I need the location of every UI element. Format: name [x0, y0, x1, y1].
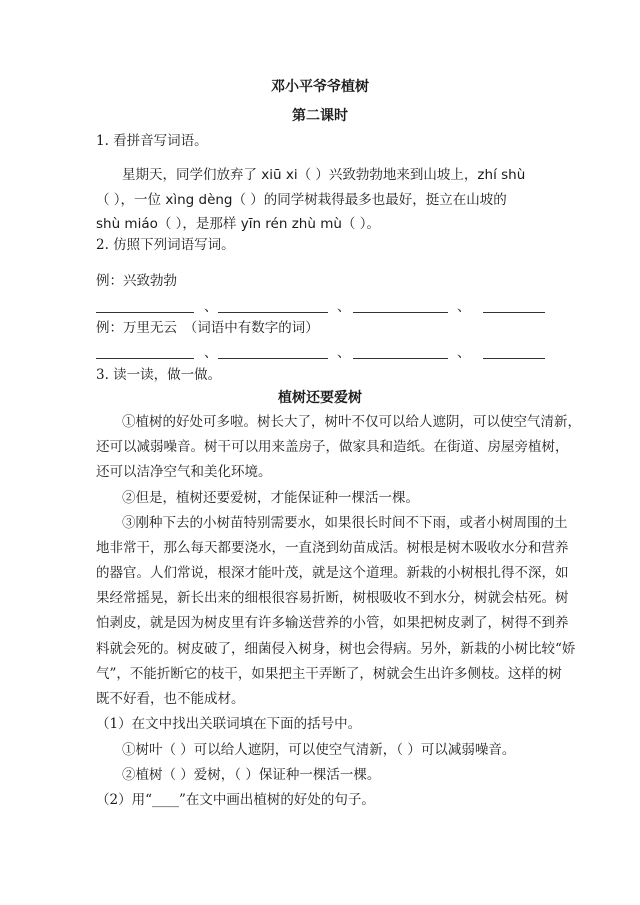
q1-line2-text-a: （ ），一位	[96, 192, 166, 208]
q2-answer-blank-3[interactable]	[353, 312, 448, 313]
q2-example-2: 例：万里无云 （词语中有数字的词）	[96, 320, 319, 336]
q3-sub1-item-a: ①树叶（ ）可以给人遮阴，可以使空气清新，（ ）可以减弱噪音。	[122, 742, 516, 758]
q1-line1-text-b: （ ）兴致勃勃地来到山坡上，	[297, 167, 478, 183]
passage-p3-line-7: 气”，不能折断它的枝干，如果把主干弄断了，树就会生出许多侧枝。这样的树	[96, 666, 562, 682]
passage-p3-line-6: 料就会死的。树皮破了，细菌侵入树身，树也会得病。另外，新栽的小树比较“娇	[96, 641, 576, 657]
q1-pinyin-shumiao: shù miáo	[96, 216, 158, 232]
q1-line2-text-b: （ ）的同学树栽得最多也最好，挺立在山坡的	[232, 192, 507, 208]
q2-separator: 、	[457, 299, 471, 315]
passage-p3-line-5: 怕剥皮，就是因为树皮里有许多输送营养的小管，如果把树皮剥了，树得不到养	[96, 615, 569, 631]
passage-title: 植树还要爱树	[278, 390, 362, 406]
q2-separator: 、	[337, 299, 351, 315]
q1-line-2	[96, 191, 507, 209]
q2-separator: 、	[457, 345, 471, 361]
q3-sub2-heading: （2）用“____”在文中画出植树的好处的句子。	[96, 792, 375, 808]
q1-line1-text-a: 星期天，同学们放弃了	[122, 167, 262, 183]
passage-p3-line-4: 果经常摇晃，新长出来的细根很容易折断，树根吸收不到水分，树就会枯死。树	[96, 590, 569, 606]
q1-line3-text-b: （ ）。	[341, 216, 380, 232]
q2-example-1: 例：兴致勃勃	[96, 273, 177, 289]
passage-p2-line-1: ②但是，植树还要爱树，才能保证种一棵活一棵。	[122, 490, 419, 506]
passage-p3-line-8: 既不好看，也不能成材。	[96, 691, 245, 707]
passage-p1-line-2: 还可以减弱噪音。树干可以用来盖房子，做家具和造纸。在街道、房屋旁植树，	[96, 439, 569, 455]
q2-separator: 、	[204, 299, 218, 315]
lesson-title: 邓小平爷爷植树	[271, 79, 369, 95]
passage-p3-line-1: ③刚种下去的小树苗特别需要水，如果很长时间不下雨，或者小树周围的土	[122, 515, 568, 531]
lesson-subtitle: 第二课时	[292, 108, 348, 124]
q1-pinyin-xingdeng: xìng dèng	[165, 192, 233, 208]
q2-answer-blank-1[interactable]	[96, 312, 194, 313]
q2-heading: 2. 仿照下列词语写词。	[96, 237, 235, 253]
passage-p1-line-3: 还可以洁净空气和美化环境。	[96, 464, 272, 480]
q3-heading: 3. 读一读，做一做。	[96, 367, 222, 383]
q2-separator: 、	[204, 345, 218, 361]
passage-p1-line-1: ①植树的好处可多啦。树长大了，树叶不仅可以给人遮阴，可以使空气清新，	[122, 414, 581, 430]
q2-separator: 、	[337, 345, 351, 361]
passage-p3-line-2: 地非常干，那么每天都要浇水，一直浇到幼苗成活。树根是树木吸收水分和营养	[96, 540, 569, 556]
q1-heading: 1. 看拼音写词语。	[96, 133, 208, 149]
q3-sub1-item-b: ②植树（ ）爱树，（ ）保证种一棵活一棵。	[122, 767, 381, 783]
q1-line-1	[122, 166, 525, 184]
q2-answer-blank-5[interactable]	[96, 358, 194, 359]
passage-p3-line-3: 的器官。人们常说，根深才能叶茂，就是这个道理。新栽的小树根扎得不深，如	[96, 565, 569, 581]
q2-answer-blank-8[interactable]	[483, 358, 545, 359]
q2-answer-blank-4[interactable]	[483, 312, 545, 313]
q1-pinyin-xiuxi: xiū xi	[261, 167, 298, 183]
q1-pinyin-yinrenzhumu: yīn rén zhù mù	[240, 216, 342, 232]
q1-line-3	[96, 215, 380, 233]
q2-answer-blank-7[interactable]	[353, 358, 448, 359]
q3-sub1-heading: （1）在文中找出关联词填在下面的括号中。	[96, 716, 362, 732]
q1-pinyin-zhishu: zhí shù	[477, 167, 526, 183]
q2-answer-blank-2[interactable]	[218, 312, 328, 313]
q2-answer-blank-6[interactable]	[218, 358, 328, 359]
q1-line3-text-a: （ ），是那样	[157, 216, 241, 232]
